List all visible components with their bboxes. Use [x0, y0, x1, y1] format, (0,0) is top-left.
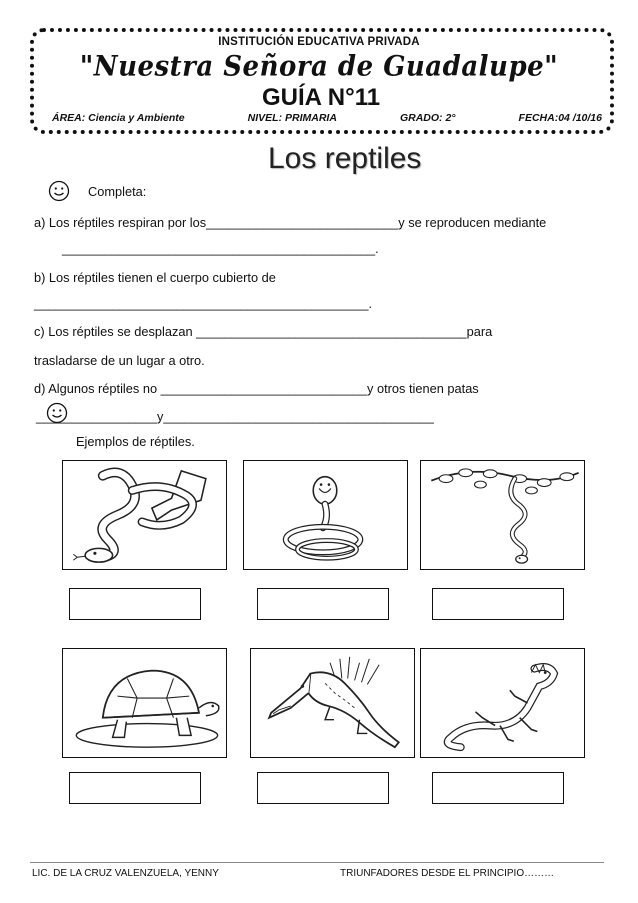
instruction-text: Completa: [88, 184, 147, 199]
examples-label: Ejemplos de réptiles. [76, 434, 195, 449]
guide-number: GUÍA N°11 [262, 84, 381, 111]
crocodile-icon [250, 648, 415, 758]
smiley-icon [48, 180, 70, 202]
cobra-icon [243, 460, 408, 570]
question-d-blank: _________________y______________________________________ [36, 409, 434, 424]
footer-motto: TRIUNFADORES DESDE EL PRINCIPIO……… [340, 868, 555, 879]
snake-on-vine-icon [420, 460, 585, 570]
question-a-blank: ____________________________________________. [62, 241, 379, 256]
area-label: ÁREA: Ciencia y Ambiente [52, 112, 185, 124]
date-label: FECHA:04 /10/16 [518, 112, 602, 124]
question-d-line: d) Algunos réptiles no _____________________________y otros tienen patas [34, 381, 479, 396]
page-title: Los reptiles [268, 142, 422, 175]
answer-box[interactable] [257, 772, 389, 804]
level-label: NIVEL: PRIMARIA [247, 112, 337, 124]
answer-box[interactable] [432, 588, 564, 620]
question-c-line: c) Los réptiles se desplazan ______________________________________para [34, 324, 493, 339]
answer-box[interactable] [69, 588, 201, 620]
iguana-icon [420, 648, 585, 758]
header-meta [52, 112, 602, 124]
school-label: INSTITUCIÓN EDUCATIVA PRIVADA [218, 36, 420, 48]
question-c-continuation: trasladarse de un lugar a otro. [34, 353, 205, 368]
footer-divider [30, 862, 604, 863]
question-b-line: b) Los réptiles tienen el cuerpo cubierto de [34, 270, 276, 285]
question-b-blank: _______________________________________________. [34, 296, 373, 311]
school-name: "Nuestra Señora de Guadalupe" [79, 50, 559, 84]
answer-box[interactable] [432, 772, 564, 804]
turtle-icon [62, 648, 227, 758]
snake-on-branch-icon [62, 460, 227, 570]
question-a-line: a) Los réptiles respiran por los___________________________y se reproducen mediante [34, 215, 547, 230]
footer-author: LIC. DE LA CRUZ VALENZUELA, YENNY [32, 868, 219, 879]
answer-box[interactable] [69, 772, 201, 804]
grade-label: GRADO: 2° [399, 112, 456, 124]
answer-box[interactable] [257, 588, 389, 620]
